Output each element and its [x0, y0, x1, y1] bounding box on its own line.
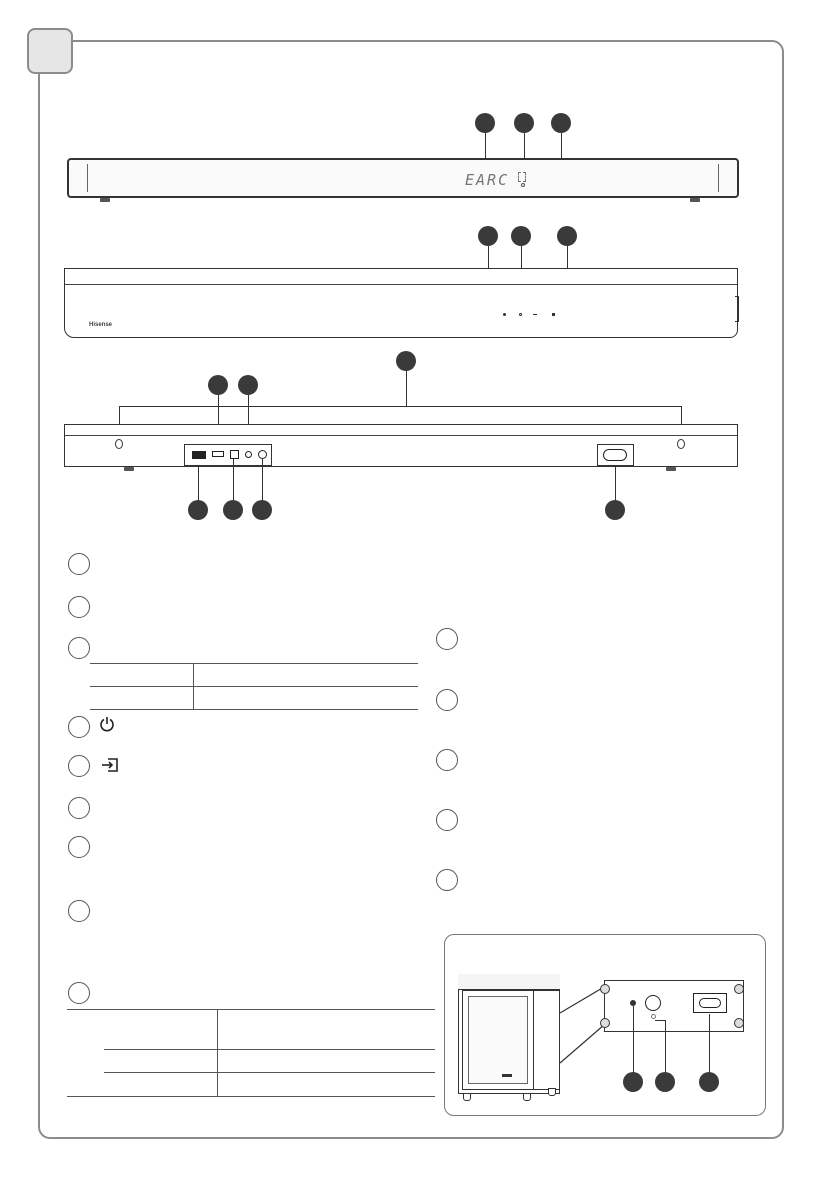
callout-pair-button	[655, 1072, 675, 1092]
legend-marker	[68, 637, 90, 659]
leader-line	[709, 1014, 710, 1072]
optical-port	[230, 450, 239, 459]
ac-socket-inner	[699, 998, 721, 1008]
legend-marker	[68, 900, 90, 922]
volume-down-button	[533, 314, 537, 315]
reset-hole	[245, 451, 252, 458]
subwoofer-grille	[468, 996, 528, 1084]
foot	[100, 198, 110, 202]
legend-marker	[436, 869, 458, 891]
foot	[666, 467, 676, 471]
legend-marker	[436, 689, 458, 711]
foot	[124, 467, 134, 471]
wall-mount-hole	[115, 439, 123, 449]
table-rule	[104, 1049, 435, 1050]
legend-marker	[68, 755, 90, 777]
front-display-text: EARC	[465, 171, 510, 189]
callout-subwoofer-power	[699, 1072, 719, 1092]
callout-power-button	[478, 226, 498, 246]
leader-line	[119, 406, 682, 407]
wall-mount-hole	[677, 439, 685, 449]
section-tab	[27, 28, 73, 74]
usb-port	[212, 451, 224, 457]
subwoofer-top	[458, 974, 560, 990]
table-rule	[104, 1072, 435, 1073]
callout-power-port	[605, 500, 625, 520]
screw	[600, 984, 610, 994]
pair-button	[645, 995, 661, 1011]
leader-line	[262, 459, 263, 502]
ac-power-socket	[603, 449, 627, 461]
aux-port	[258, 450, 267, 459]
soundbar-front	[67, 158, 739, 198]
subwoofer-logo-mark	[502, 1074, 512, 1077]
callout-pair-indicator	[623, 1072, 643, 1092]
legend-marker	[68, 797, 90, 819]
callout-display	[475, 113, 495, 133]
subwoofer-side	[534, 990, 560, 1090]
volume-up-button	[552, 313, 555, 316]
leader-line	[665, 1020, 666, 1072]
callout-hdmi-port	[188, 500, 208, 520]
legend-marker	[68, 982, 90, 1004]
legend-marker	[68, 553, 90, 575]
callout-optical-port	[223, 500, 243, 520]
leader-line	[198, 466, 199, 502]
callout-input-button	[511, 226, 531, 246]
table-rule	[90, 663, 418, 664]
hdmi-port	[192, 451, 206, 459]
legend-marker	[436, 809, 458, 831]
side-edge	[735, 296, 739, 322]
leader-line	[633, 1006, 634, 1072]
leader-line	[655, 1020, 665, 1021]
brand-logo: Hisense	[89, 322, 113, 328]
leader-line	[406, 371, 407, 407]
soundbar-back	[64, 424, 738, 467]
subwoofer-foot	[523, 1093, 531, 1101]
screw	[600, 1018, 610, 1028]
table-rule	[90, 709, 418, 710]
subwoofer-foot	[548, 1088, 556, 1096]
callout-wall-mount-holes	[396, 351, 416, 371]
input-source-icon	[101, 757, 119, 773]
table-rule	[67, 1096, 435, 1097]
input-button	[519, 313, 522, 316]
legend-marker	[436, 628, 458, 650]
indicator-light	[521, 183, 525, 187]
table-rule	[67, 1009, 435, 1010]
table-divider	[193, 663, 194, 709]
soundbar-top	[64, 268, 738, 338]
leader-line	[233, 459, 234, 502]
power-icon	[99, 716, 115, 732]
foot	[690, 198, 700, 202]
power-button	[503, 313, 506, 316]
callout-indicator	[551, 113, 571, 133]
callout-volume-buttons	[557, 226, 577, 246]
table-divider	[217, 1009, 218, 1096]
screw	[734, 1018, 744, 1028]
callout-reset-button	[238, 375, 258, 395]
callout-usb-port	[208, 375, 228, 395]
table-rule	[90, 686, 418, 687]
legend-marker	[68, 596, 90, 618]
remote-sensor	[518, 172, 526, 182]
callout-remote-sensor	[514, 113, 534, 133]
status-light	[651, 1014, 656, 1019]
legend-marker	[436, 749, 458, 771]
leader-line	[615, 466, 616, 502]
screw	[734, 984, 744, 994]
subwoofer-foot	[463, 1093, 471, 1101]
legend-marker	[68, 836, 90, 858]
callout-aux-port	[252, 500, 272, 520]
legend-marker	[68, 716, 90, 738]
